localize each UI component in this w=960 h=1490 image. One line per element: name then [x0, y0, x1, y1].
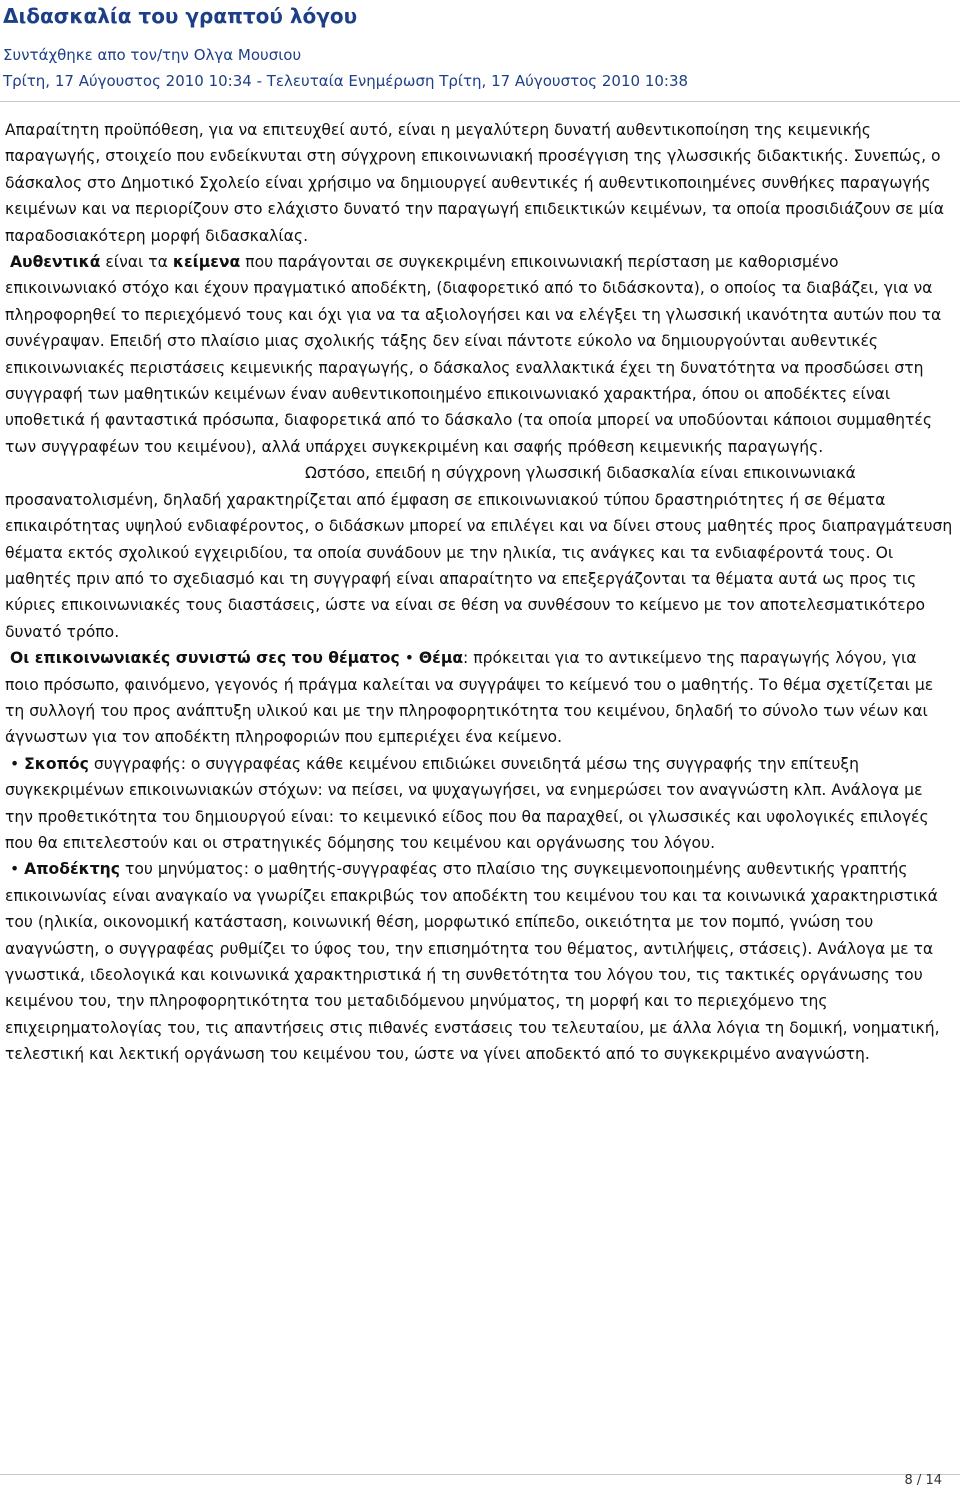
bullet-purpose: • — [9, 754, 25, 773]
paragraph-intro-text: Απαραίτητη προϋπόθεση, για να επιτευχθεί αυτό, είναι η μεγαλύτερη δυνατή αυθεντικοποίηση της κειμενικής παραγωγής, στοιχείο που ενδείκνυται στη σύγχρονη επικοινωνιακή προσέγγιση της γλωσσικής διδακτικής. Συνεπώς, ο δάσκαλος στο Δημοτικό Σχολείο είναι χρήσιμο να δημιουργεί αυθεντικές ή αυθεντικοποιημένες συνθήκες παραγωγής κειμένων και να περιορίζουν στο ελάχιστο δυνατό την παραγωγή επιδεικτικών κειμένων, τα οποία προσιδιάζουν σε μία παραδοσιακότερη μορφή διδασκαλίας. — [5, 121, 944, 245]
paragraph-recipient-text: του μηνύματος: ο μαθητής-συγγραφέας στο πλαίσιο της συγκειμενοποιημένης αυθεντικής γραπτής επικοινωνίας είναι αναγκαίο να γνωρίζει επακριβώς τον αποδέκτη του κειμένου του και τα κοινωνικά χαρακτηριστικά του (ηλικία, οικονομική κατάσταση, κοινωνική θέση, μορφωτικό επίπεδο, οικειότητα με τον πομπό, γνώση του αναγνώστη, ο συγγραφέας ρυθμίζει το ύφος του, την επισημότητα του θέματος, αντιλήψεις, στάσεις). Ανάλογα με τα γνωστικά, ιδεολογικά και κοινωνικά χαρακτηριστικά ή τη συνθετότητα του λόγου του, τις τακτικές οργάνωσης του κειμένου του, την πληροφορητικότητα του μεταδιδόμενου μηνύματος, τη μορφή και το περιεχόμενο της επιχειρηματολογίας του, τις απαντήσεις στις πιθανές ενστάσεις του τελευταίου, με άλλα λόγια τη δομική, νοηματική, τελεστική και λεκτική οργάνωση του κειμένου του, ώστε να γίνει αποδεκτό από το συγκεκριμένο αναγνώστη. — [5, 860, 940, 1064]
article-body — [5, 117, 955, 1068]
paragraph-recipient — [5, 856, 955, 1067]
page-title: Διδασκαλία του γραπτού λόγου — [3, 4, 358, 28]
author-line: Συντάχθηκε απο τον/την Ολγα Μουσιου — [3, 46, 302, 64]
bullet-recipient: • — [9, 860, 25, 879]
paragraph-topic-text: : πρόκειται για το αντικείμενο της παραγωγής λόγου, για ποιο πρόσωπο, φαινόμενο, γεγονός ή πράγμα καλείται να συγγράψει το κείμενό του ο μαθητής. Το θέμα σχετίζεται με τη συλλογή του προς ανάπτυξη υλικού και με την πληροφορητικότητα του κειμένου, δηλαδή το σύνολο των νέων και άγνωστων για τον αποδέκτη πληροφοριών που εμπεριέχει ένα κείμενο. — [5, 649, 934, 747]
section-heading-components: Οι επικοινωνιακές συνιστώ σες του θέματος — [9, 649, 400, 668]
dates-line: Τρίτη, 17 Αύγουστος 2010 10:34 - Τελευταία Ενημέρωση Τρίτη, 17 Αύγουστος 2010 10:38 — [3, 72, 689, 90]
term-recipient: Αποδέκτης — [24, 860, 121, 879]
paragraph-authentic-mid: είναι τα — [100, 253, 173, 272]
term-topic: Θέμα — [418, 649, 464, 668]
term-texts: κείμενα — [172, 253, 241, 272]
paragraph-purpose-text: συγγραφής: ο συγγραφέας κάθε κειμένου επιδιώκει συνειδητά μέσω της συγγραφής την επίτευξη συγκεκριμένων επικοινωνιακών στόχων: να πείσει, να ψυχαγωγήσει, να ενημερώσει τον αναγνώστη κλπ. Ανάλογα με την προθετικότητα του δημιουργού είναι: το κειμενικό είδος που θα παραχθεί, οι γλωσσικές και υφολογικές επιλογές που θα επιτελεστούν και οι στρατηγικές δόμησης του κειμένου και οργάνωσης του λόγου. — [5, 754, 929, 852]
bullet-topic: • — [399, 649, 419, 668]
paragraph-intro — [5, 117, 955, 249]
header-divider — [0, 101, 960, 102]
term-purpose: Σκοπός — [24, 754, 89, 773]
page-number: 8 / 14 — [904, 1473, 942, 1488]
footer-divider — [0, 1474, 960, 1475]
paragraph-topic — [5, 645, 955, 751]
paragraph-authentic-tail: Ωστόσο, επειδή η σύγχρονη γλωσσική διδασκαλία είναι επικοινωνιακά προσανατολισμένη, δηλαδή χαρακτηρίζεται από έμφαση σε επικοινωνιακού τύπου δραστηριότητες ή σε θέματα επικαιρότητας υψηλού ενδιαφέροντος, ο διδάσκων μπορεί να επιλέγει και να δίνει στους μαθητές προς διαπραγμάτευση θέματα εκτός σχολικού εγχειριδίου, τα οποία συνάδουν με την ηλικία, τις ανάγκες και τα ενδιαφέροντά τους. Οι μαθητές πριν από το σχεδιασμό και τη συγγραφή είναι απαραίτητο να επεξεργάζονται τα θέματα αυτά ως προς τις κύριες επικοινωνιακές τους διαστάσεις, ώστε να είναι σε θέση να συνθέσουν το κείμενο με τον αποτελεσματικότερο δυνατό τρόπο. — [5, 464, 953, 641]
paragraph-purpose — [5, 751, 955, 857]
paragraph-authentic-texts — [5, 249, 955, 645]
paragraph-authentic-text: που παράγονται σε συγκεκριμένη επικοινωνιακή περίσταση με καθορισμένο επικοινωνιακό στόχο και έχουν πραγματικό αποδέκτη, (διαφορετικό από το διδάσκοντα), ο οποίος τα διαβάζει, για να πληροφορηθεί το περιεχόμενό τους και όχι για να τα αξιολογήσει και να ελέγξει τη γλωσσική ικανότητα αυτών που τα συνέγραψαν. Επειδή στο πλαίσιο μιας σχολικής τάξης δεν είναι πάντοτε εύκολο να δημιουργούνται αυθεντικές επικοινωνιακές περιστάσεις κειμενικής παραγωγής, ο δάσκαλος εναλλακτικά έχει τη δυνατότητα να προσδώσει στη συγγραφή των μαθητικών κειμένων έναν αυθεντικοποιημένο επικοινωνιακό χαρακτήρα, όπου οι αποδέκτες είναι υποθετικά ή φανταστικά πρόσωπα, διαφορετικά από το δάσκαλο (τα οποία μπορεί να υποδύονται κάποιοι συμμαθητές των συγγραφέων του κειμένου), αλλά υπάρχει συγκεκριμένη και σαφής πρόθεση κειμενικής παραγωγής. — [5, 253, 942, 456]
term-authentic: Αυθεντικά — [9, 253, 101, 272]
